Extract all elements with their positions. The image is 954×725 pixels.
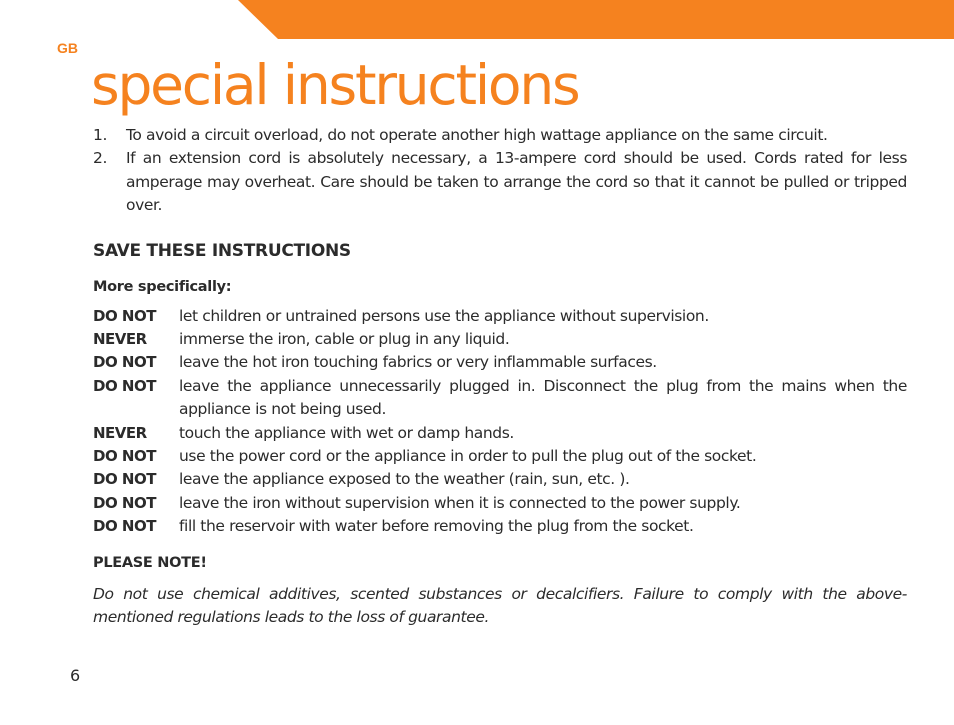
warning-item bbox=[93, 328, 907, 351]
item-number: 2. bbox=[93, 149, 107, 168]
warning-text: fill the reservoir with water before removing the plug from the socket. bbox=[179, 517, 694, 536]
warning-label: DO NOT bbox=[93, 447, 156, 466]
language-code: GB bbox=[57, 40, 78, 56]
warning-text: leave the appliance exposed to the weather (rain, sun, etc. ). bbox=[179, 470, 630, 489]
warning-item bbox=[93, 468, 907, 491]
note-text: Do not use chemical additives, scented substances or decalcifiers. Failure to comply with the above-mentioned regulations leads to the loss of guarantee. bbox=[93, 584, 907, 627]
page-title: special instructions bbox=[91, 53, 579, 117]
warning-item bbox=[93, 492, 907, 515]
warning-list bbox=[93, 305, 907, 539]
save-instructions-heading: SAVE THESE INSTRUCTIONS bbox=[93, 240, 351, 261]
item-text: If an extension cord is absolutely necessary, a 13-ampere cord should be used. Cords rated for less amperage may overheat. Care should be taken to arrange the cord so that it cannot be pulled or tripped over. bbox=[126, 149, 907, 215]
warning-item bbox=[93, 351, 907, 374]
warning-item bbox=[93, 515, 907, 538]
more-specifically-label: More specifically: bbox=[93, 278, 232, 295]
warning-label: DO NOT bbox=[93, 517, 156, 536]
warning-label: DO NOT bbox=[93, 493, 156, 512]
page-number: 6 bbox=[70, 666, 81, 685]
item-text: To avoid a circuit overload, do not operate another high wattage appliance on the same circuit. bbox=[126, 126, 828, 144]
list-item bbox=[93, 147, 907, 217]
warning-label: DO NOT bbox=[93, 376, 156, 395]
warning-text: leave the iron without supervision when it is connected to the power supply. bbox=[179, 493, 741, 512]
warning-item bbox=[93, 422, 907, 445]
header-banner bbox=[238, 0, 954, 39]
warning-text: use the power cord or the appliance in order to pull the plug out of the socket. bbox=[179, 447, 757, 466]
warning-label: DO NOT bbox=[93, 470, 156, 489]
numbered-list bbox=[93, 124, 907, 218]
warning-text: let children or untrained persons use the appliance without supervision. bbox=[179, 306, 709, 325]
item-number: 1. bbox=[93, 126, 107, 144]
list-item bbox=[93, 124, 907, 147]
warning-label: DO NOT bbox=[93, 306, 156, 325]
warning-item bbox=[93, 445, 907, 468]
warning-label: NEVER bbox=[93, 330, 147, 349]
warning-text: leave the appliance unnecessarily plugged in. Disconnect the plug from the mains when the appliance is not being used. bbox=[179, 376, 907, 419]
warning-label: DO NOT bbox=[93, 353, 156, 372]
warning-text: leave the hot iron touching fabrics or very inflammable surfaces. bbox=[179, 353, 657, 372]
please-note-heading: PLEASE NOTE! bbox=[93, 554, 207, 571]
warning-item bbox=[93, 305, 907, 328]
warning-label: NEVER bbox=[93, 423, 147, 442]
warning-text: touch the appliance with wet or damp hands. bbox=[179, 423, 514, 442]
content bbox=[93, 124, 907, 630]
warning-text: immerse the iron, cable or plug in any liquid. bbox=[179, 330, 510, 349]
warning-item bbox=[93, 375, 907, 422]
